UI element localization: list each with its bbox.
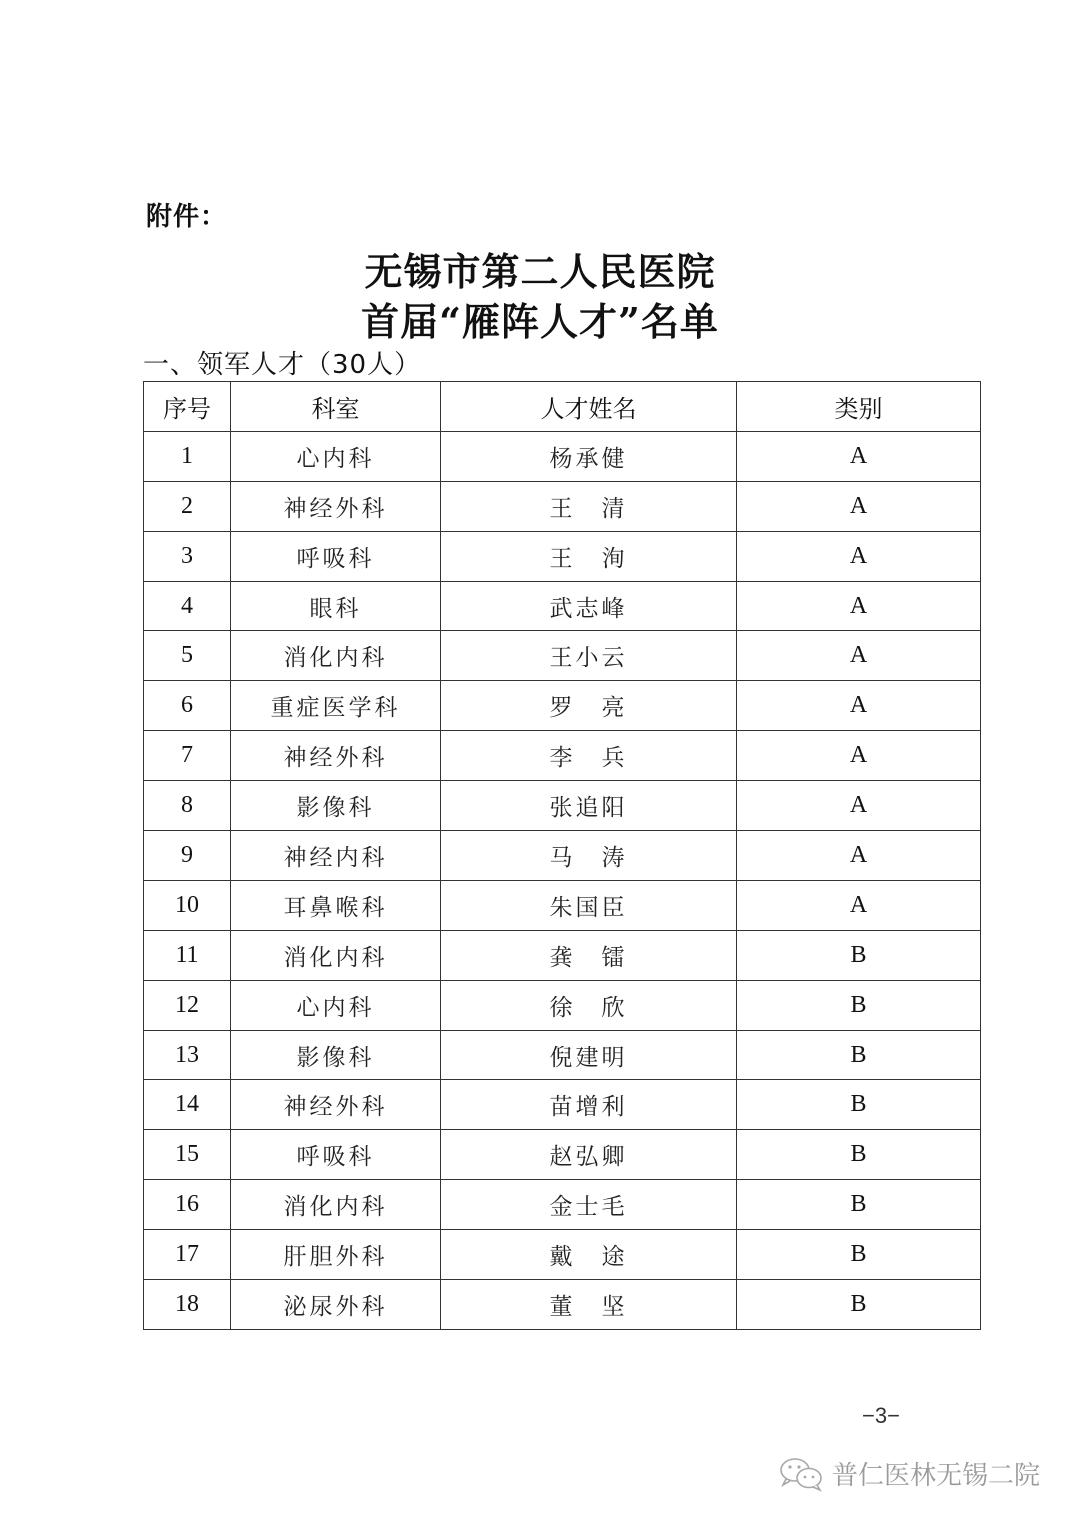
row-category: A bbox=[737, 581, 981, 631]
row-talent-name: 金士毛 bbox=[441, 1180, 737, 1230]
table-header-row bbox=[144, 382, 981, 432]
row-category: B bbox=[737, 980, 981, 1030]
row-category: A bbox=[737, 731, 981, 781]
row-index: 15 bbox=[144, 1130, 231, 1180]
table-row bbox=[144, 1130, 981, 1180]
row-index: 2 bbox=[144, 481, 231, 531]
row-category: A bbox=[737, 631, 981, 681]
header-index: 序号 bbox=[144, 382, 231, 432]
table-row bbox=[144, 431, 981, 481]
row-index: 13 bbox=[144, 1030, 231, 1080]
table-row bbox=[144, 930, 981, 980]
row-talent-name: 王小云 bbox=[441, 631, 737, 681]
row-index: 17 bbox=[144, 1230, 231, 1280]
row-index: 4 bbox=[144, 581, 231, 631]
row-index: 8 bbox=[144, 781, 231, 831]
row-category: A bbox=[737, 531, 981, 581]
header-name: 人才姓名 bbox=[441, 382, 737, 432]
row-talent-name: 杨承健 bbox=[441, 431, 737, 481]
header-category: 类别 bbox=[737, 382, 981, 432]
row-department: 影像科 bbox=[231, 1030, 441, 1080]
row-department: 消化内科 bbox=[231, 1180, 441, 1230]
watermark-text: 普仁医林无锡二院 bbox=[832, 1461, 1041, 1491]
row-index: 1 bbox=[144, 431, 231, 481]
page-number: −3− bbox=[862, 1403, 900, 1428]
row-department: 肝胆外科 bbox=[231, 1230, 441, 1280]
table-row bbox=[144, 581, 981, 631]
table-row bbox=[144, 731, 981, 781]
row-talent-name: 朱国臣 bbox=[441, 880, 737, 930]
attachment-label: 附件： bbox=[146, 202, 228, 232]
table-row bbox=[144, 880, 981, 930]
section-heading: 一、领军人才（30人） bbox=[143, 350, 422, 380]
row-talent-name: 倪建明 bbox=[441, 1030, 737, 1080]
row-department: 呼吸科 bbox=[231, 531, 441, 581]
row-index: 18 bbox=[144, 1280, 231, 1330]
row-index: 6 bbox=[144, 681, 231, 731]
row-category: B bbox=[737, 930, 981, 980]
row-talent-name: 赵弘卿 bbox=[441, 1130, 737, 1180]
row-index: 11 bbox=[144, 930, 231, 980]
row-category: A bbox=[737, 681, 981, 731]
table-row bbox=[144, 831, 981, 881]
row-category: A bbox=[737, 880, 981, 930]
row-department: 耳鼻喉科 bbox=[231, 880, 441, 930]
row-department: 神经外科 bbox=[231, 731, 441, 781]
row-talent-name: 罗 亮 bbox=[441, 681, 737, 731]
row-index: 5 bbox=[144, 631, 231, 681]
row-talent-name: 龚 镭 bbox=[441, 930, 737, 980]
row-index: 12 bbox=[144, 980, 231, 1030]
table-row bbox=[144, 1080, 981, 1130]
document-title-line1: 无锡市第二人民医院 bbox=[364, 249, 716, 294]
row-talent-name: 马 涛 bbox=[441, 831, 737, 881]
row-department: 影像科 bbox=[231, 781, 441, 831]
row-department: 心内科 bbox=[231, 431, 441, 481]
row-talent-name: 王 洵 bbox=[441, 531, 737, 581]
row-category: B bbox=[737, 1180, 981, 1230]
table-row bbox=[144, 1180, 981, 1230]
wechat-icon bbox=[778, 1456, 826, 1492]
table-row bbox=[144, 980, 981, 1030]
row-talent-name: 戴 途 bbox=[441, 1230, 737, 1280]
table-row bbox=[144, 631, 981, 681]
row-department: 心内科 bbox=[231, 980, 441, 1030]
table-row bbox=[144, 1230, 981, 1280]
row-index: 14 bbox=[144, 1080, 231, 1130]
row-category: A bbox=[737, 431, 981, 481]
table-row bbox=[144, 531, 981, 581]
row-department: 神经内科 bbox=[231, 831, 441, 881]
row-category: B bbox=[737, 1130, 981, 1180]
row-talent-name: 徐 欣 bbox=[441, 980, 737, 1030]
document-title-line2: 首届“雁阵人才”名单 bbox=[361, 299, 719, 344]
row-talent-name: 张追阳 bbox=[441, 781, 737, 831]
row-category: B bbox=[737, 1030, 981, 1080]
row-department: 呼吸科 bbox=[231, 1130, 441, 1180]
talent-roster-table bbox=[143, 381, 981, 1330]
row-index: 3 bbox=[144, 531, 231, 581]
table-row bbox=[144, 1280, 981, 1330]
watermark bbox=[778, 1455, 1040, 1492]
row-category: A bbox=[737, 831, 981, 881]
row-talent-name: 李 兵 bbox=[441, 731, 737, 781]
table-row bbox=[144, 781, 981, 831]
row-talent-name: 董 坚 bbox=[441, 1280, 737, 1330]
row-department: 神经外科 bbox=[231, 481, 441, 531]
header-department: 科室 bbox=[231, 382, 441, 432]
row-category: A bbox=[737, 781, 981, 831]
row-category: B bbox=[737, 1080, 981, 1130]
row-department: 泌尿外科 bbox=[231, 1280, 441, 1330]
row-index: 7 bbox=[144, 731, 231, 781]
table-row bbox=[144, 481, 981, 531]
row-department: 消化内科 bbox=[231, 930, 441, 980]
table-row bbox=[144, 681, 981, 731]
row-category: B bbox=[737, 1230, 981, 1280]
row-index: 10 bbox=[144, 880, 231, 930]
row-talent-name: 王 清 bbox=[441, 481, 737, 531]
row-index: 9 bbox=[144, 831, 231, 881]
row-department: 重症医学科 bbox=[231, 681, 441, 731]
row-department: 消化内科 bbox=[231, 631, 441, 681]
table-row bbox=[144, 1030, 981, 1080]
row-index: 16 bbox=[144, 1180, 231, 1230]
row-talent-name: 武志峰 bbox=[441, 581, 737, 631]
row-department: 眼科 bbox=[231, 581, 441, 631]
row-category: A bbox=[737, 481, 981, 531]
row-talent-name: 苗增利 bbox=[441, 1080, 737, 1130]
row-category: B bbox=[737, 1280, 981, 1330]
row-department: 神经外科 bbox=[231, 1080, 441, 1130]
